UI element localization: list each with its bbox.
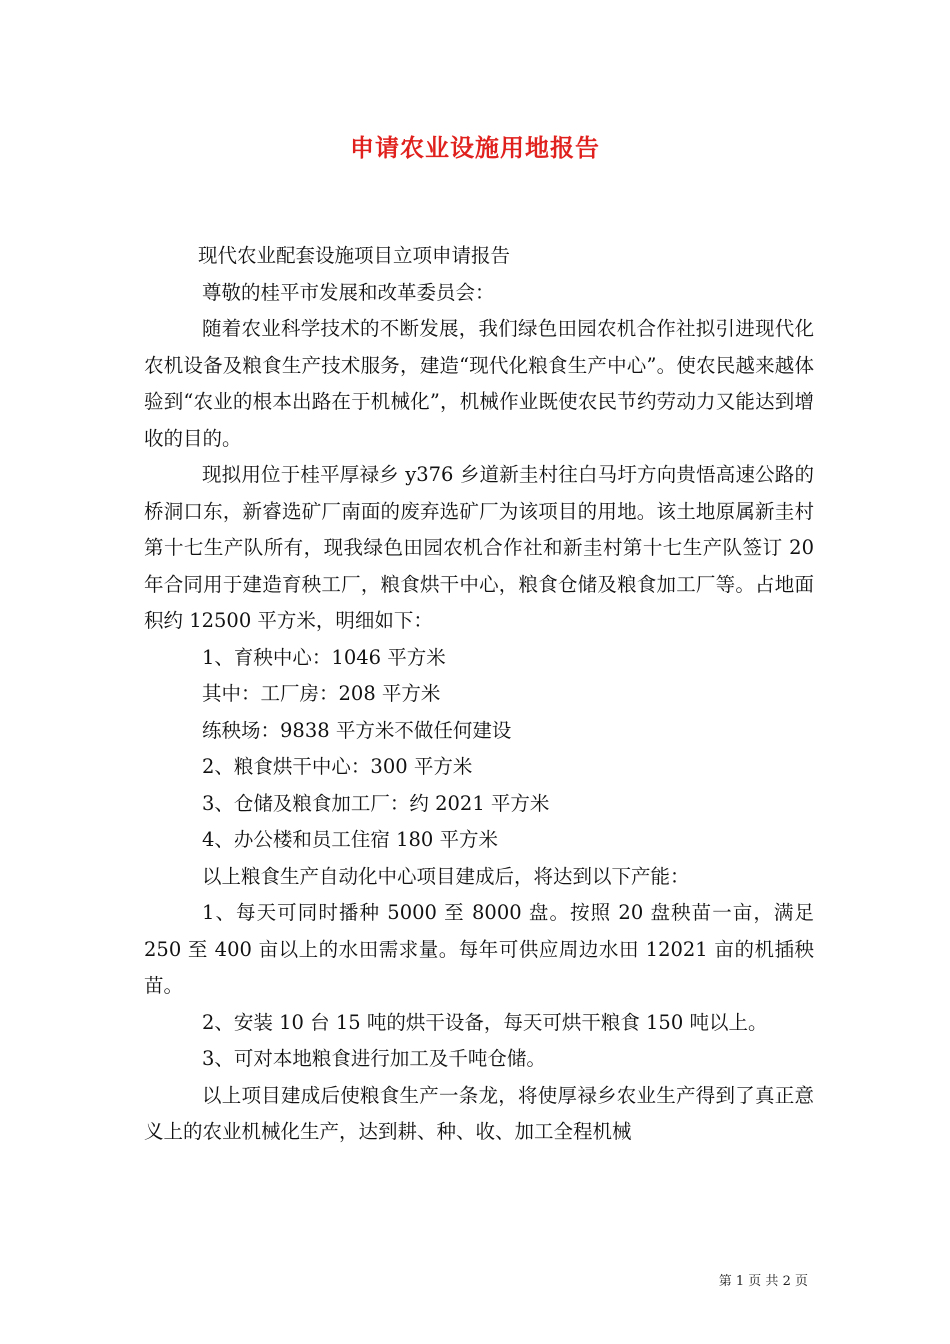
list-item: 2、粮食烘干中心：300 平方米 — [202, 755, 473, 778]
body-paragraph: 现拟用位于桂平厚禄乡 y376 乡道新圭村往白马圩方向贵悟高速公路的桥洞口东，新睿选矿厂南面的废弃选矿厂为该项目的用地。该土地原属新圭村第十七生产队所有，现我绿色田园农机合作社和新圭村第十七生产队签订 20 年合同用于建造育秧工厂，粮食烘干中心，粮食仓储及粮食加工厂等。占地面积约 12500 平方米，明细如下： — [144, 463, 814, 632]
page-number-footer — [719, 1270, 808, 1289]
body-paragraph: 随着农业科学技术的不断发展，我们绿色田园农机合作社拟引进现代化农机设备及粮食生产技术服务，建造“现代化粮食生产中心”。使农民越来越体验到“农业的根本出路在于机械化”，机械作业既使农民节约劳动力又能达到增收的目的。 — [144, 317, 814, 450]
body-paragraph: 以上粮食生产自动化中心项目建成后，将达到以下产能： — [202, 864, 690, 888]
body-paragraph: 以上项目建成后使粮食生产一条龙，将使厚禄乡农业生产得到了真正意义上的农业机械化生产，达到耕、种、收、加工全程机械 — [144, 1083, 814, 1143]
salutation: 尊敬的桂平市发展和改革委员会： — [202, 280, 495, 304]
footer-prefix: 第 — [718, 1274, 732, 1289]
list-item: 1、育秧中心：1046 平方米 — [202, 645, 446, 669]
document-title: 申请农业设施用地报告 — [350, 133, 600, 162]
footer-middle: 页 共 — [748, 1274, 779, 1289]
document-body — [144, 238, 814, 1151]
list-item: 3、仓储及粮食加工厂：约 2021 平方米 — [202, 791, 550, 815]
list-item: 其中：工厂房：208 平方米 — [202, 682, 441, 705]
current-page-number: 1 — [735, 1274, 745, 1289]
list-item: 练秧场：9838 平方米不做任何建设 — [202, 718, 512, 742]
list-item: 4、办公楼和员工住宿 180 平方米 — [202, 828, 499, 851]
list-item: 2、安装 10 台 15 吨的烘干设备，每天可烘干粮食 150 吨以上。 — [202, 1010, 768, 1034]
list-item: 3、可对本地粮食进行加工及千吨仓储。 — [202, 1047, 546, 1070]
total-pages-number: 2 — [782, 1274, 791, 1289]
report-heading: 现代农业配套设施项目立项申请报告 — [198, 244, 511, 267]
footer-suffix: 页 — [794, 1274, 808, 1289]
list-item: 1、每天可同时播种 5000 至 8000 盘。按照 20 盘秧苗一亩，满足 250 至 400 亩以上的水田需求量。每年可供应周边水田 12021 亩的机插秧苗。 — [144, 901, 814, 997]
